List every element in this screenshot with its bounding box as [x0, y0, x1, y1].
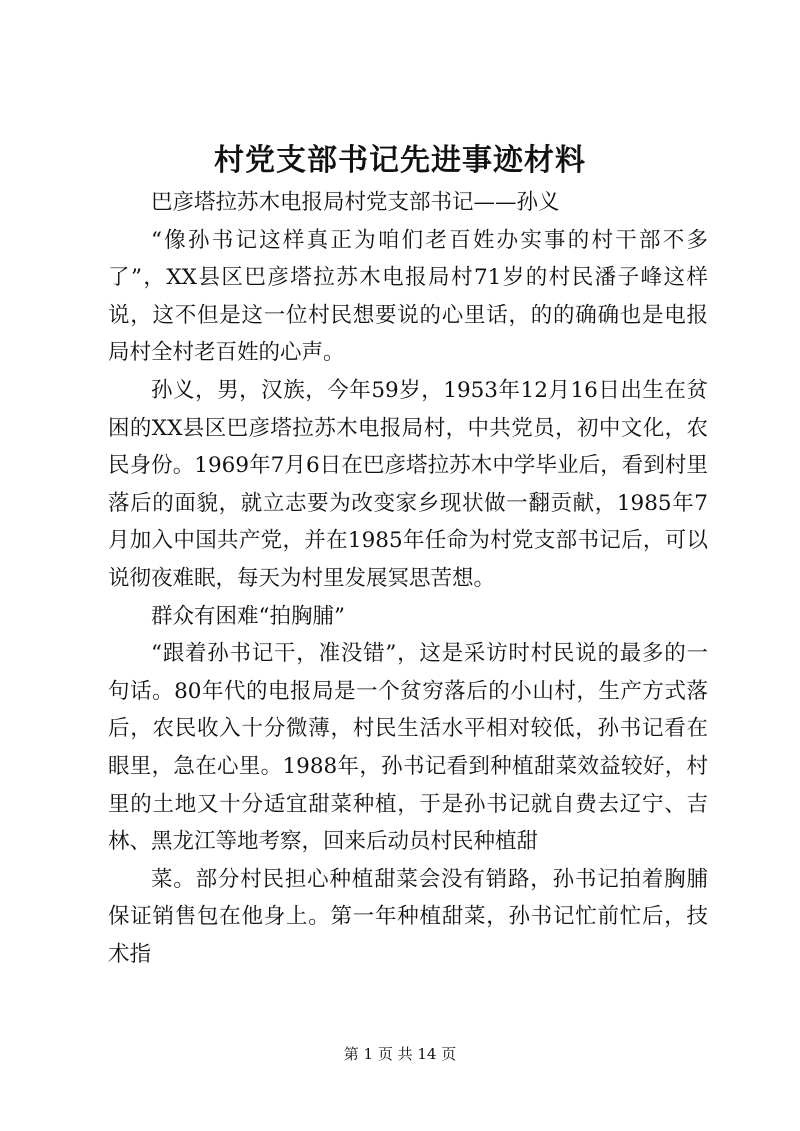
subtitle-paragraph: 巴彦塔拉苏木电报局村党支部书记——孙义: [151, 190, 560, 215]
page-number: 第 1 页 共 14 页: [343, 1045, 457, 1063]
document-body: [108, 184, 708, 973]
document-title: 村党支部书记先进事迹材料: [214, 143, 586, 178]
section-heading: 群众有困难“拍胸脯”: [151, 603, 345, 629]
quote-paragraph: “像孙书记这样真正为咱们老百姓办实事的村干部不多了”，XX县区巴彦塔拉苏木电报局村71岁的村民潘子峰这样说，这不但是这一位村民想要说的心里话，的的确确也是电报局村全村老百姓的心声。: [108, 227, 708, 366]
biography-paragraph: 孙义，男，汉族，今年59岁，1953年12月16日出生在贫困的XX县区巴彦塔拉苏木电报局村，中共党员，初中文化，农民身份。1969年7月6日在巴彦塔拉苏木中学毕业后，看到村里落后的面貌，就立志要为改变家乡现状做一翻贡献，1985年7月加入中国共产党，并在1985年任命为村党支部书记后，可以说彻夜难眠，每天为村里发展冥思苦想。: [108, 377, 708, 591]
story-paragraph: “跟着孙书记干，准没错”，这是采访时村民说的最多的一句话。80年代的电报局是一个贫穷落后的小山村，生产方式落后，农民收入十分微薄，村民生活水平相对较低，孙书记看在眼里，急在心里。1988年，孙书记看到种植甜菜效益较好，村里的土地又十分适宜甜菜种植，于是孙书记就自费去辽宁、吉林、黑龙江等地考察，回来后动员村民种植甜: [108, 641, 708, 855]
continuation-paragraph: 菜。部分村民担心种植甜菜会没有销路，孙书记拍着胸脯保证销售包在他身上。第一年种植甜菜，孙书记忙前忙后，技术指: [108, 866, 708, 967]
